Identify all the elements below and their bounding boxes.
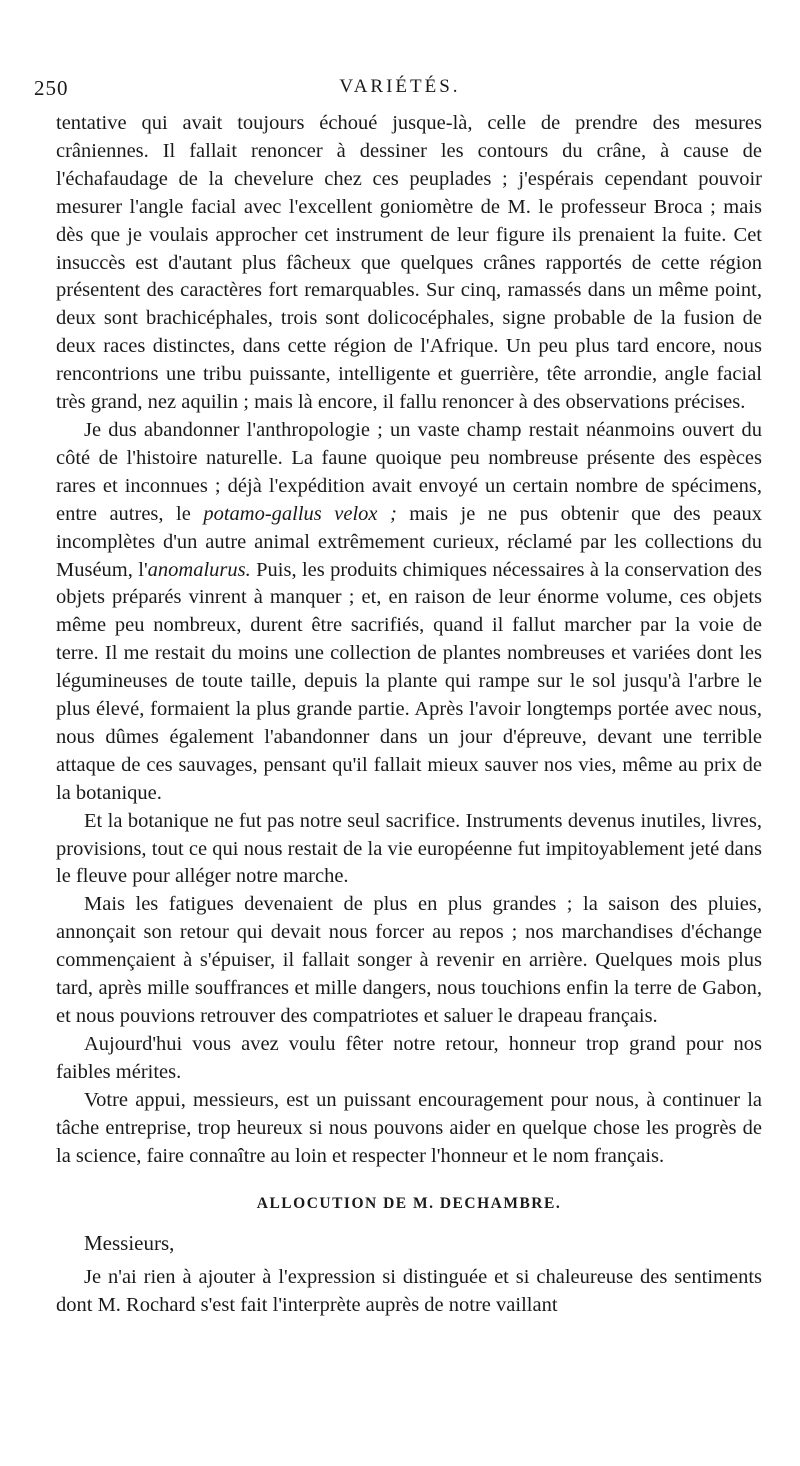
page-number: 250 [34,76,69,100]
section-heading: ALLOCUTION DE M. DECHAMBRE. [256,1195,562,1213]
paragraph-allocution: Je n'ai rien à ajouter à l'expression si distinguée et si chaleureuse des sentiments dont M. Rochard s'est fait l'interprète auprès de notre vaillant [56,1266,762,1317]
paragraph-natural-history [56,417,762,808]
body-text [56,110,762,1320]
para2-text-b: mais je ne pus obtenir que des peaux incomplètes d'un autre animal extrêmement curieux, réclamé par les collections du Muséum, l' [56,502,763,581]
paragraph-sacrifice: Et la botanique ne fut pas notre seul sacrifice. Instruments devenus inutiles, livres, provisions, tout ce qui nous restait de la vie européenne fut impitoyablement jeté dans le fleuve pour alléger notre marche. [56,809,762,888]
para2-text-a: Je dus abandonner l'anthropologie ; un vaste champ restait néanmoins ouvert du côté de l'histoire naturelle. La faune quoique peu nombreuse présente des espèces rares et inconnues ; déjà l'expédition avait envoyé un certain nombre de spécimens, entre autres, le [56,418,762,525]
para2-text-c: Puis, les produits chimiques nécessaires à la conservation des objets préparés vinrent à manquer ; et, en raison de leur énorme volume, ces objets même peu nombreux, durent être sacrifiés, quand il fallut marcher par la voie de terre. Il me restait du moins une collection de plantes nombreuses et variées dont les légumineuses de toute taille, depuis la plante qui rampe sur le sol jusqu'à l'arbre le plus élevé, formaient la plus grande partie. Après l'avoir longtemps portée avec nous, nous dûmes également l'abandonner dans un jour d'épreuve, devant une terrible attaque de ces sauvages, pensant qu'il fallait mieux sauver nos vies, même au prix de la botanique. [56,558,763,804]
paragraph-return: Mais les fatigues devenaient de plus en plus grandes ; la saison des pluies, annonçait son retour qui devait nous forcer au repos ; nos marchandises d'échange commençaient à s'épuiser, il fallait songer à revenir en arrière. Quelques mois plus tard, après mille souffrances et mille dangers, nous touchions enfin la terre de Gabon, et nous pouvions retrouver des compatriotes et saluer le drapeau français. [56,893,762,1027]
salutation: Messieurs, [84,1231,175,1256]
paragraph-celebration: Aujourd'hui vous avez voulu fêter notre retour, honneur trop grand pour nos faibles mérites. [56,1032,762,1083]
paragraph-thanks: Votre appui, messieurs, est un puissant encouragement pour nous, à continuer la tâche entreprise, trop heureux si nous pouvons aider en quelque chose les progrès de la science, faire connaître au loin et respecter l'honneur et le nom français. [56,1088,762,1167]
species-name-potamogallus: potamo-gallus velox ; [203,502,397,525]
paragraph-crania: tentative qui avait toujours échoué jusque-là, celle de prendre des mesures crâniennes. Il fallait renoncer à dessiner les contours du crâne, à cause de l'échafaudage de la chevelure chez ces peuplades ; j'espérais cependant pouvoir mesurer l'angle facial avec l'excellent goniomètre de M. le professeur Broca ; mais dès que je voulais approcher cet instrument de leur figure ils prenaient la fuite. Cet insuccès est d'autant plus fâcheux que quelques crânes rapportés de cette région présentent des caractères fort remarquables. Sur cinq, ramassés dans un même point, deux sont brachicéphales, trois sont dolicocéphales, signe probable de la fusion de deux races distinctes, dans cette région de l'Afrique. Un peu plus tard encore, nous rencontrions une tribu puissante, intelligente et guerrière, tête arrondie, angle facial très grand, nez aquilin ; mais là encore, il fallu renoncer à des observations précises. [56,112,762,414]
page-header [0,76,800,106]
species-name-anomalurus: anomalurus. [147,558,251,581]
running-head: VARIÉTÉS. [339,76,461,97]
